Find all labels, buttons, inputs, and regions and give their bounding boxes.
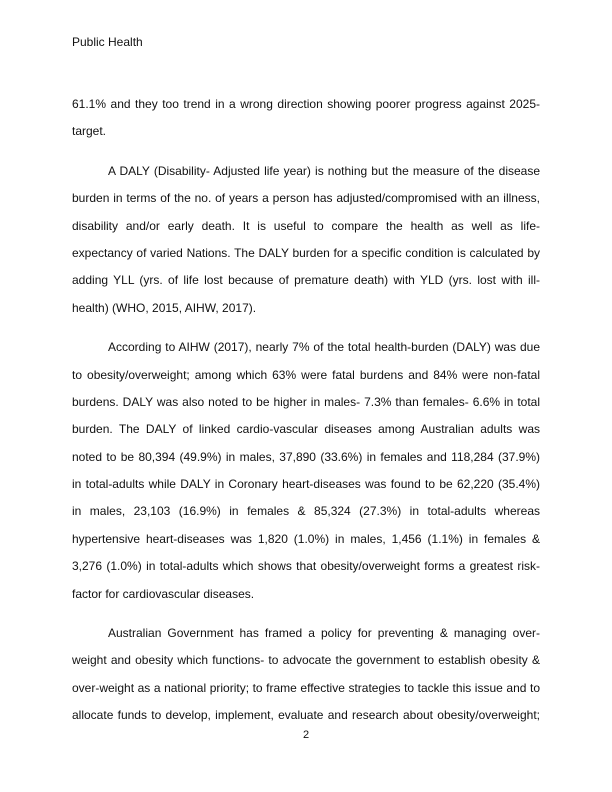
document-body — [72, 91, 540, 742]
text-line: expectancy of varied Nations. The DALY burden for a specific condition is calculated by — [72, 245, 540, 260]
paragraph — [72, 334, 540, 608]
text-line: in males, 23,103 (16.9%) in females & 85,324 (27.3%) in total-adults whereas — [72, 504, 540, 519]
text-line: health) (WHO, 2015, AIHW, 2017). — [72, 300, 257, 315]
text-line: in total-adults while DALY in Coronary heart-diseases was found to be 62,220 (35.4%) — [72, 477, 540, 492]
paragraph — [72, 620, 540, 730]
page-number: 2 — [302, 729, 310, 741]
text-line: 3,276 (1.0%) in total-adults which shows that obesity/overweight forms a greatest risk- — [72, 559, 540, 574]
text-line: According to AIHW (2017), nearly 7% of the total health-burden (DALY) was due — [108, 340, 540, 355]
text-line: allocate funds to develop, implement, evaluate and research about obesity/overweight; — [72, 708, 540, 723]
text-line: factor for cardiovascular diseases. — [72, 586, 255, 601]
text-line: target. — [72, 124, 107, 139]
text-line: noted to be 80,394 (49.9%) in males, 37,890 (33.6%) in females and 118,284 (37.9%) — [72, 449, 540, 464]
paragraph — [72, 91, 540, 146]
text-line: burdens. DALY was also noted to be higher in males- 7.3% than females- 6.6% in total — [72, 394, 540, 409]
text-line: weight and obesity which functions- to advocate the government to establish obesity & — [72, 653, 540, 668]
running-head: Public Health — [72, 35, 143, 49]
text-line: disability and/or early death. It is useful to compare the health as well as life- — [72, 218, 540, 233]
text-line: A DALY (Disability- Adjusted life year) is nothing but the measure of the disease — [108, 163, 540, 178]
text-line: 61.1% and they too trend in a wrong direction showing poorer progress against 2025- — [72, 97, 540, 111]
text-line: adding YLL (yrs. of life lost because of premature death) with YLD (yrs. lost with ill- — [72, 273, 540, 288]
paragraph — [72, 158, 540, 322]
text-line: Australian Government has framed a policy for preventing & managing over- — [108, 626, 540, 641]
text-line: over-weight as a national priority; to frame effective strategies to tackle this issue and to — [72, 680, 540, 695]
text-line: hypertensive heart-diseases was 1,820 (1.0%) in males, 1,456 (1.1%) in females & — [72, 531, 540, 546]
text-line: burden in terms of the no. of years a person has adjusted/compromised with an illness, — [72, 191, 540, 206]
text-line: to obesity/overweight; among which 63% were fatal burdens and 84% were non-fatal — [72, 367, 540, 382]
text-line: burden. The DALY of linked cardio-vascular diseases among Australian adults was — [72, 422, 540, 437]
